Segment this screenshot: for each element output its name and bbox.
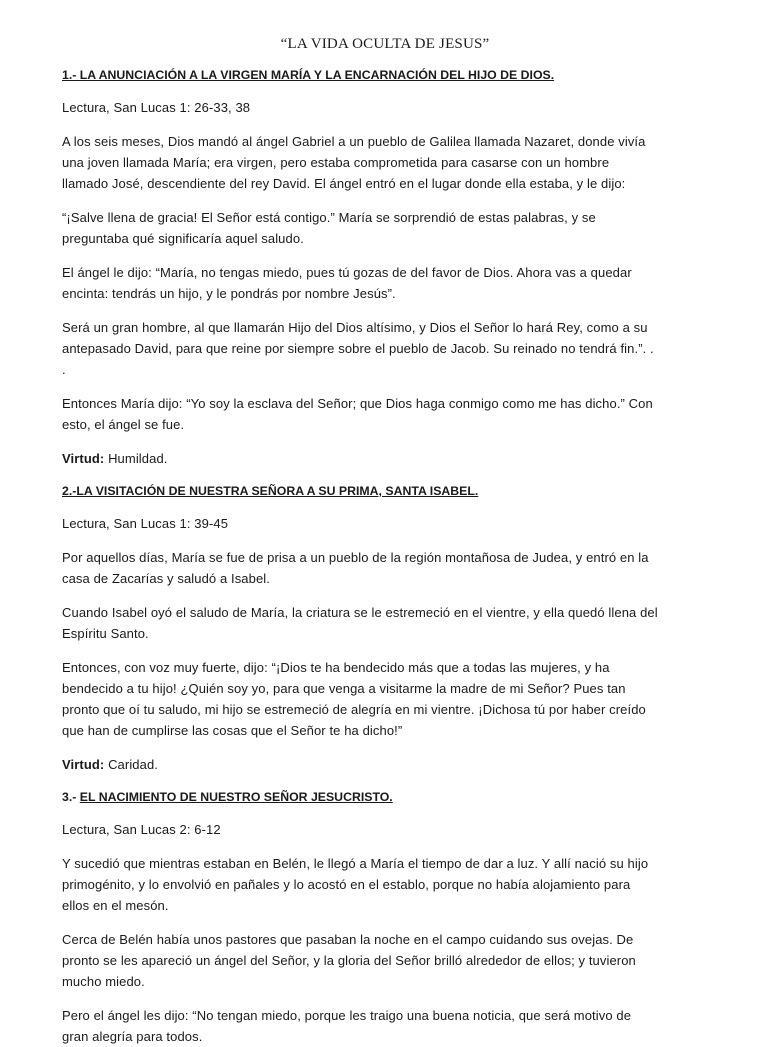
section-2-reading: Lectura, San Lucas 1: 39-45 — [62, 516, 229, 531]
section-1-paragraph-5: Entonces María dijo: “Yo soy la esclava del Señor; que Dios haga conmigo como me has dicho.” Con esto, el ángel se fue. — [62, 396, 653, 432]
section-2-heading-text: 2.-LA VISITACIÓN DE NUESTRA SEÑORA A SU PRIMA, SANTA ISABEL. — [62, 484, 479, 498]
section-1-heading-text: 1.- LA ANUNCIACIÓN A LA VIRGEN MARÍA Y LA ENCARNACIÓN DEL HIJO DE DIOS. — [62, 68, 555, 82]
section-2-heading — [62, 482, 658, 500]
section-1-virtue-value: Humildad. — [104, 451, 168, 466]
section-1-paragraph-3: El ángel le dijo: “María, no tengas miedo, pues tú gozas de del favor de Dios. Ahora vas a quedar encinta: tendrás un hijo, y le pondrás por nombre Jesús”. — [62, 265, 632, 301]
section-2-paragraph-3: Entonces, con voz muy fuerte, dijo: “¡Dios te ha bendecido más que a todas las mujeres, y ha bendecido a tu hijo! ¿Quién soy yo, para que venga a visitarme la madre de mi Señor? Pues tan pronto que oí tu saludo, mi hijo se estremeció de alegría en mi vientre. ¡Dichosa tú por haber creído que han de cumplirse las cosas que el Señor te ha dicho!” — [62, 660, 646, 738]
section-3-reading: Lectura, San Lucas 2: 6-12 — [62, 822, 221, 837]
section-1-paragraph-4: Será un gran hombre, al que llamarán Hijo del Dios altísimo, y Dios el Señor lo hará Rey, como a su antepasado David, para que reine por siempre sobre el pueblo de Jacob. Su reinado no tendrá fin.”. . . — [62, 320, 654, 377]
section-3-paragraph-3: Pero el ángel les dijo: “No tengan miedo, porque les traigo una buena noticia, que será motivo de gran alegría para todos. — [62, 1008, 632, 1044]
section-2-paragraph-2: Cuando Isabel oyó el saludo de María, la criatura se le estremeció en el vientre, y ella quedó llena del Espíritu Santo. — [62, 605, 658, 641]
section-3-paragraph-2: Cerca de Belén había unos pastores que pasaban la noche en el campo cuidando sus ovejas. De pronto se les apareció un ángel del Señor, y la gloria del Señor brilló alrededor de ellos; y tuvieron mucho miedo. — [62, 932, 636, 989]
section-2-paragraph-1: Por aquellos días, María se fue de prisa a un pueblo de la región montañosa de Judea, y entró en la casa de Zacarías y saludó a Isabel. — [62, 550, 649, 586]
section-1-reading: Lectura, San Lucas 1: 26-33, 38 — [62, 100, 251, 115]
section-3-heading-prefix: 3.- — [62, 790, 80, 804]
document-title: “LA VIDA OCULTA DE JESUS” — [280, 36, 490, 52]
section-1-virtue — [62, 448, 658, 469]
section-1-paragraph-1: A los seis meses, Dios mandó al ángel Gabriel a un pueblo de Galilea llamada Nazaret, donde vivía una joven llamada María; era virgen, pero estaba comprometida para casarse con un hombre llamado José, descendiente del rey David. El ángel entró en el lugar donde ella estaba, y le dijo: — [62, 134, 646, 191]
section-2-virtue — [62, 754, 658, 775]
section-3-heading — [62, 788, 658, 806]
section-3-paragraph-1: Y sucedió que mientras estaban en Belén, le llegó a María el tiempo de dar a luz. Y allí nació su hijo primogénito, y lo envolvió en pañales y lo acostó en el establo, porque no había alojamiento para ellos en el mesón. — [62, 856, 649, 913]
section-1-virtue-label: Virtud: — [62, 451, 105, 466]
section-3-heading-text: EL NACIMIENTO DE NUESTRO SEÑOR JESUCRISTO. — [79, 790, 393, 804]
section-1-heading — [62, 66, 658, 84]
section-1-paragraph-2: “¡Salve llena de gracia! El Señor está contigo.” María se sorprendió de estas palabras, y se preguntaba qué significaría aquel saludo. — [62, 210, 596, 246]
section-2-virtue-value: Caridad. — [104, 757, 159, 772]
section-2-virtue-label: Virtud: — [62, 757, 105, 772]
